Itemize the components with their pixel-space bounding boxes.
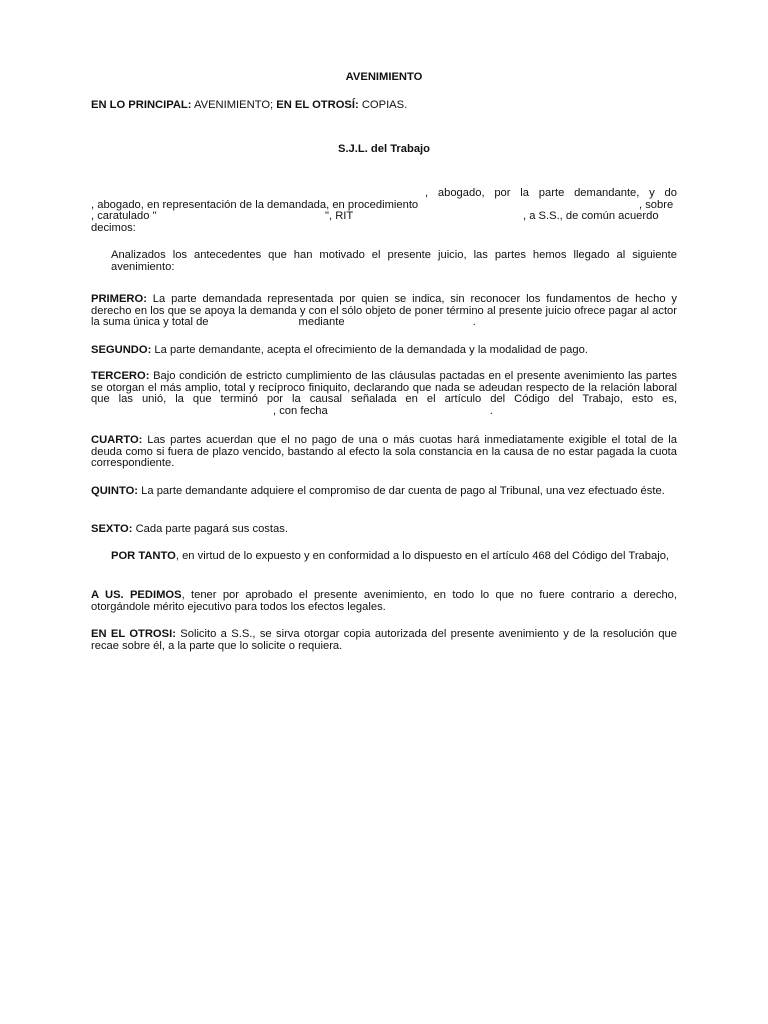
summary-line — [91, 100, 677, 112]
primero-text: La parte demandada representada por quien se indica, sin reconocer los fundamentos de hecho y derecho en los que se apoya la demanda y con el sólo objeto de poner término al presente juicio ofrece pagar al actor la suma única y total de — [91, 293, 678, 329]
sexto-label: SEXTO: — [91, 523, 133, 535]
clause-primero — [91, 294, 677, 329]
intro-line-2-sobre: , sobre — [639, 198, 674, 211]
intro-line-3-acuerdo: , a S.S., de común acuerdo — [523, 210, 659, 223]
court-heading: S.J.L. del Trabajo — [337, 143, 430, 155]
pedimos-text: , tener por aprobado el presente avenimiento, en todo lo que no fuere contrario a derecho, otorgándole mérito ejecutivo para todos los efectos legales. — [91, 589, 677, 613]
pedimos-paragraph — [91, 590, 677, 613]
por-tanto-paragraph — [91, 551, 677, 563]
otrosi-text: Solicito a S.S., se sirva otorgar copia autorizada del presente avenimiento y de la resolución que recae sobre él, a la parte que lo solicite o requiera. — [91, 628, 677, 652]
segundo-label: SEGUNDO: — [91, 344, 152, 356]
clause-segundo — [91, 345, 677, 357]
otrosi-summary-label: EN EL OTROSÍ: — [276, 99, 359, 111]
primero-mediante: mediante — [298, 316, 345, 329]
clause-quinto — [91, 486, 677, 498]
intro-line-4: decimos: — [91, 222, 136, 234]
pedimos-label: A US. PEDIMOS — [91, 589, 182, 601]
analizados-paragraph: Analizados los antecedentes que han motivado el presente juicio, las partes hemos llegado al siguiente avenimiento: — [111, 249, 677, 273]
clause-tercero — [91, 371, 677, 417]
tercero-text: Bajo condición de estricto cumplimiento de las cláusulas pactadas en el presente avenimiento las partes se otorgan el más amplio, total y recíproco finiquito, declarando que nada se adeudan respecto de la relación laboral que las unió, la que terminó por la causal señalada en el artículo del Código del Trabajo, esto es, — [91, 370, 677, 406]
intro-line-1: , abogado, por la parte demandante, y do — [425, 188, 677, 199]
intro-line-3-rit: ", RIT — [325, 210, 354, 223]
cuarto-text: Las partes acuerdan que el no pago de una o más cuotas hará inmediatamente exigible el total de la deuda como si fuera de plazo vencido, bastando al efecto la sola constancia en la causa de no estar pagada la cuota correspondiente. — [91, 434, 678, 470]
clause-cuarto — [91, 435, 677, 470]
tercero-label: TERCERO: — [91, 370, 150, 382]
otrosi-summary-value: COPIAS. — [361, 99, 408, 111]
document-title: AVENIMIENTO — [345, 71, 423, 83]
intro-paragraph — [91, 188, 677, 234]
otrosi-label: EN EL OTROSI: — [91, 628, 176, 640]
por-tanto-text: , en virtud de lo expuesto y en conformidad a lo dispuesto en el artículo 468 del Código del Trabajo, — [175, 550, 670, 562]
primero-end: . — [472, 316, 476, 329]
tercero-end: . — [489, 404, 493, 417]
intro-line-2-text: , abogado, en representación de la demandada, en procedimiento — [91, 199, 419, 211]
principal-value: AVENIMIENTO; — [193, 99, 274, 111]
tercero-con-fecha: , con fecha — [273, 404, 328, 417]
intro-line-3-caratulado: , caratulado " — [91, 211, 157, 223]
primero-label: PRIMERO: — [91, 293, 147, 305]
principal-label: EN LO PRINCIPAL: — [91, 99, 192, 111]
por-tanto-label: POR TANTO — [111, 550, 176, 562]
sexto-text: Cada parte pagará sus costas. — [135, 523, 288, 535]
clause-sexto — [91, 524, 677, 536]
cuarto-label: CUARTO: — [91, 434, 143, 446]
quinto-text: La parte demandante adquiere el compromiso de dar cuenta de pago al Tribunal, una vez efectuado éste. — [141, 485, 665, 497]
segundo-text: La parte demandante, acepta el ofrecimiento de la demandada y la modalidad de pago. — [154, 344, 588, 356]
intro-line-3 — [91, 211, 677, 223]
quinto-label: QUINTO: — [91, 485, 139, 497]
otrosi-paragraph — [91, 629, 677, 652]
